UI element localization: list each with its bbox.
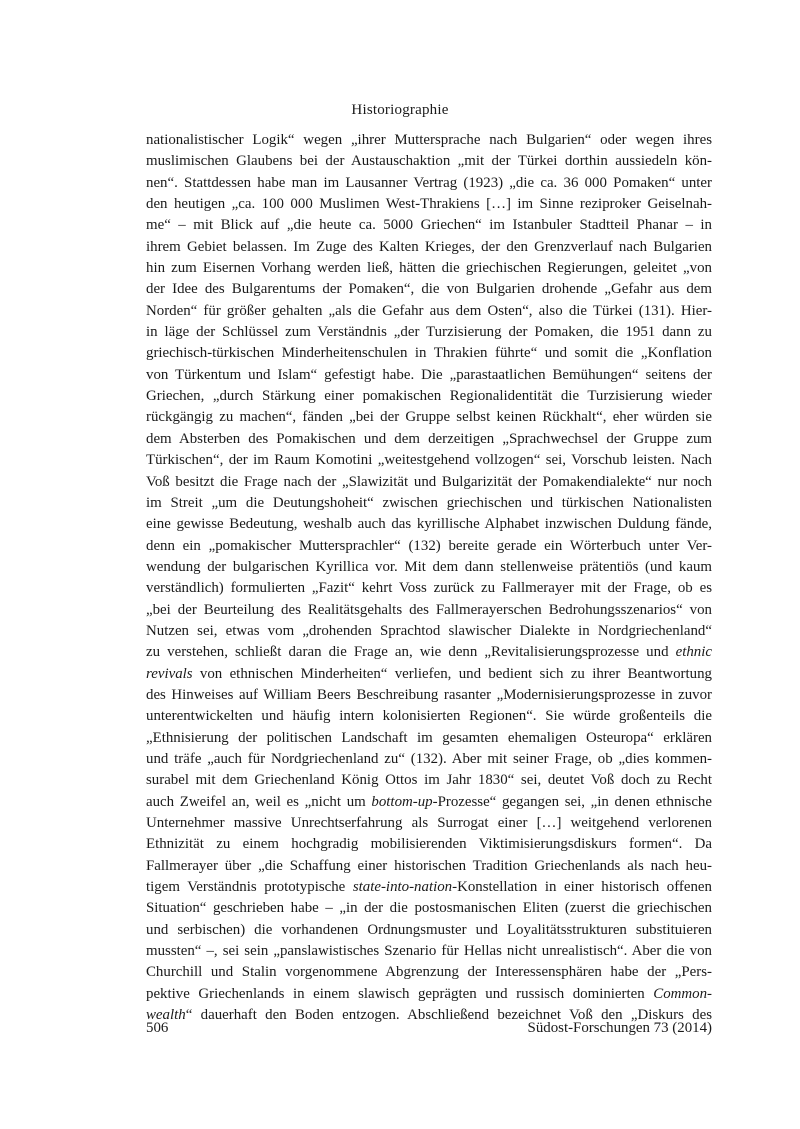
italic-text: state-into-nation	[352, 879, 453, 896]
text-segment: den heutigen „ca. 100 000 Muslimen West-Thrakiens […] im Sinne reziproker Geiselnah-	[146, 196, 712, 213]
text-line	[146, 237, 712, 258]
text-line	[146, 984, 712, 1005]
text-segment: und träfe „auch für Nordgriechenland zu“ (132). Aber mit seiner Frage, ob „dies kommen-	[146, 750, 712, 767]
text-segment: Unternehmer massive Unrechtserfahrung als Surrogat einer […] weitgehend verlorenen	[146, 815, 712, 831]
running-head: Historiographie	[351, 102, 449, 118]
text-line	[146, 365, 712, 386]
text-line	[146, 813, 712, 834]
text-segment: der Idee des Bulgarentums der Pomaken“, die von Bulgarien drohende „Gefahr aus dem	[146, 281, 712, 298]
page-number: 506	[146, 1020, 169, 1036]
text-line	[146, 792, 712, 813]
text-segment: „bei der Beurteilung des Realitätsgehalts des Fallmerayerschen Bedrohungsszenarios“ von	[146, 601, 712, 618]
text-line	[146, 279, 712, 300]
text-line	[146, 194, 712, 215]
text-line	[146, 685, 712, 706]
text-line	[146, 621, 712, 642]
text-segment: nationalistischer Logik“ wegen „ihrer Muttersprache nach Bulgarien“ oder wegen ihres	[146, 132, 712, 148]
italic-text: wealth	[146, 1007, 186, 1024]
text-line	[146, 322, 712, 343]
text-line	[146, 834, 712, 855]
text-segment: auch Zweifel an, weil es „nicht um	[146, 793, 372, 810]
text-segment: pektive Griechenlands in einem slawisch geprägten und russisch dominierten	[146, 985, 654, 1002]
text-line	[146, 173, 712, 194]
text-segment: griechisch-türkischen Minderheitenschulen in Thrakien führte“ und somit die „Konflation	[146, 345, 712, 362]
text-segment: denn ein „pomakischer Muttersprachler“ (132) bereite gerade ein Wörterbuch unter Ver-	[146, 537, 712, 554]
text-line	[146, 600, 712, 621]
text-line	[146, 941, 712, 962]
text-line	[146, 664, 712, 685]
text-segment: ihrem Gebiet belassen. Im Zuge des Kalten Krieges, der den Grenzverlauf nach Bulgarien	[146, 238, 712, 255]
italic-text: bottom-up	[371, 793, 433, 810]
italic-text: Common-	[653, 985, 712, 1002]
text-line	[146, 407, 712, 428]
text-segment: im Streit „um die Deutungshoheit“ zwischen griechischen und türkischen Nationalisten	[146, 494, 712, 511]
text-line	[146, 557, 712, 578]
text-segment: -Prozesse“ gegangen sei, „in denen ethnische	[432, 793, 712, 810]
text-segment: “ dauerhaft den Boden entzogen. Abschließend bezeichnet Voß den „Diskurs des	[185, 1007, 712, 1024]
text-segment: Griechen, „durch Stärkung einer pomakischen Regionalidentität die Turzisierung wieder	[146, 388, 712, 405]
text-segment: Ethnizität zu einem hochgradig mobilisierenden Viktimisierungsdiskurs formen“. Da	[146, 836, 712, 853]
text-segment: Nutzen sei, etwas vom „drohenden Sprachtod slawischer Dialekte in Nordgriechenland“	[146, 622, 712, 639]
page-footer	[146, 1020, 712, 1037]
text-line	[146, 728, 712, 749]
text-line	[146, 301, 712, 322]
text-segment: in läge der Schlüssel zum Verständnis „der Turzisierung der Pomaken, die 1951 dann zu	[146, 324, 712, 341]
text-line	[146, 151, 712, 172]
text-segment: Situation“ geschrieben habe – „in der die postosmanischen Eliten (zuerst die griechischen	[146, 900, 712, 917]
text-segment: unterentwickelten und häufig intern kolonisierten Regionen“. Sie würde großenteils die	[146, 708, 712, 725]
text-line	[146, 642, 712, 663]
journal-citation: Südost-Forschungen 73 (2014)	[527, 1020, 712, 1036]
text-line	[146, 898, 712, 919]
text-line	[146, 386, 712, 407]
text-line	[146, 856, 712, 877]
text-line	[146, 472, 712, 493]
text-line	[146, 962, 712, 983]
text-segment: Türkischen“, der im Raum Komotini „weitestgehend vollzogen“ sei, Vorschub leisten. Nach	[146, 452, 712, 469]
text-segment: Voß besitzt die Frage nach der „Slawizität und Bulgarizität der Pomakendialekte“ nur noch	[146, 473, 712, 490]
text-segment: zu verstehen, schließt daran die Frage an, wie denn „Revitalisierungsprozesse und	[146, 644, 676, 661]
text-segment: von ethnischen Minderheiten“ verliefen, und bedient sich zu ihrer Beantwortung	[192, 665, 712, 682]
text-segment: muslimischen Glaubens bei der Austauschaktion „mit der Türkei dorthin aussiedeln kön-	[146, 153, 712, 170]
text-line	[146, 215, 712, 236]
text-line	[146, 130, 712, 151]
text-line	[146, 749, 712, 770]
text-line	[146, 877, 712, 898]
italic-text: revivals	[146, 665, 193, 682]
text-segment: Churchill und Stalin vorgenommene Abgrenzung der Interessensphären habe der „Pers-	[146, 964, 712, 981]
text-segment: surabel mit dem Griechenland König Ottos im Jahr 1830“ sei, deutet Voß doch zu Recht	[146, 772, 712, 789]
text-line	[146, 770, 712, 791]
text-segment: -Konstellation in einer historisch offenen	[452, 879, 712, 896]
text-segment: des Hinweises auf William Beers Beschreibung rasanter „Modernisierungsprozesse in zuvor	[146, 686, 712, 703]
text-line	[146, 536, 712, 557]
text-line	[146, 258, 712, 279]
text-segment: „Ethnisierung der politischen Landschaft im gesamten ehemaligen Osteuropa“ erklären	[146, 729, 712, 746]
body-text	[146, 130, 712, 1026]
text-segment: Norden“ für größer gehalten „als die Gefahr aus dem Osten“, also die Türkei (131). Hier-	[146, 302, 712, 319]
text-segment: tigem Verständnis prototypische	[146, 879, 353, 896]
text-segment: rückgängig zu machen“, fänden „bei der Gruppe selbst keinen Rückhalt“, eher würden sie	[146, 409, 712, 426]
text-line	[146, 343, 712, 364]
text-line	[146, 493, 712, 514]
text-segment: eine gewisse Bedeutung, weshalb auch das kyrillische Alphabet inzwischen Duldung fände,	[146, 516, 712, 533]
text-line	[146, 706, 712, 727]
text-segment: hin zum Eisernen Vorhang werden ließ, hätten die griechischen Regierungen, geleitet „von	[146, 260, 712, 277]
text-segment: dem Absterben des Pomakischen und dem derzeitigen „Sprachwechsel der Gruppe zum	[146, 430, 712, 447]
text-segment: von Türkentum und Islam“ gefestigt habe. Die „parastaatlichen Bemühungen“ seitens der	[146, 366, 712, 383]
text-segment: wendung der bulgarischen Kyrillica vor. Mit dem dann stellenweise prätentiös (und kaum	[146, 558, 712, 575]
text-line	[146, 450, 712, 471]
text-line	[146, 429, 712, 450]
text-segment: nen“. Stattdessen habe man im Lausanner Vertrag (1923) „die ca. 36 000 Pomaken“ unter	[146, 174, 712, 191]
text-line	[146, 920, 712, 941]
text-segment: Fallmerayer über „die Schaffung einer historischen Tradition Griechenlands als nach heu-	[146, 857, 712, 874]
italic-text: ethnic	[675, 644, 712, 661]
text-segment: und serbischen) die vorhandenen Ordnungsmuster und Loyalitätsstrukturen substituieren	[146, 921, 712, 938]
text-line	[146, 514, 712, 535]
text-segment: mussten“ –, sei sein „panslawistisches Szenario für Hellas nicht unrealistisch“. Aber die von	[146, 943, 712, 960]
text-segment: me“ – mit Blick auf „die heute ca. 5000 Griechen“ im Istanbuler Stadtteil Phanar – in	[146, 217, 712, 234]
text-segment: verständlich) formulierten „Fazit“ kehrt Voss zurück zu Fallmerayer mit der Frage, ob es	[146, 580, 712, 597]
text-line	[146, 578, 712, 599]
